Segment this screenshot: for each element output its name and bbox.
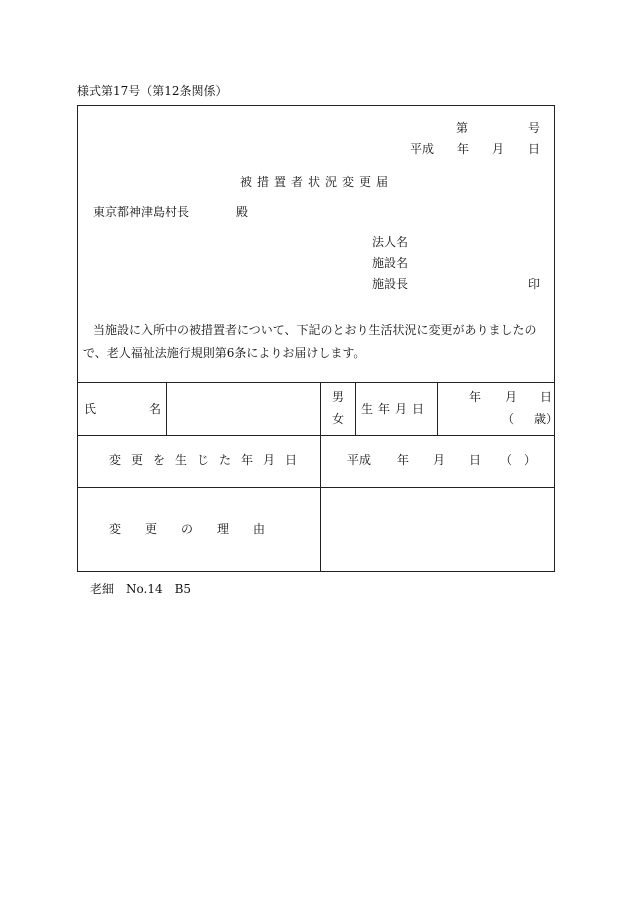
change-month: 月: [433, 453, 446, 467]
age-close: 歳）: [534, 412, 559, 426]
date-year: 年: [457, 142, 470, 156]
birth-month: 月: [505, 390, 518, 404]
name-label-2: 名: [149, 402, 162, 416]
change-day: 日: [469, 453, 482, 467]
seal-label: 印: [528, 277, 541, 291]
change-era: 平成: [347, 453, 372, 467]
sex-female: 女: [332, 412, 345, 426]
date-era: 平成: [410, 142, 435, 156]
corporation-label: 法人名: [372, 235, 409, 249]
birthdate-divider: [437, 382, 438, 435]
director-label: 施設長: [372, 277, 409, 291]
doc-number-suffix: 号: [528, 121, 541, 135]
change-date-label: 変更を生じた年月日: [109, 453, 308, 467]
form-title: 被措置者状況変更届: [240, 175, 394, 189]
addressee: 東京都神津島村長: [93, 205, 190, 219]
table-top-line: [78, 382, 554, 383]
birth-day: 日: [540, 390, 553, 404]
birth-year: 年: [469, 390, 482, 404]
change-year: 年: [397, 453, 410, 467]
name-label-1: 氏: [84, 402, 97, 416]
row-divider-1: [78, 435, 554, 436]
facility-label: 施設名: [372, 256, 409, 270]
birthdate-label: 生年月日: [361, 402, 430, 416]
footer-code: 老細 No.14 B5: [90, 582, 192, 596]
sex-male: 男: [332, 390, 345, 404]
date-day: 日: [528, 142, 541, 156]
date-month: 月: [492, 142, 505, 156]
row-divider-2: [78, 487, 554, 488]
name-value-divider: [320, 382, 321, 572]
form-number: 様式第17号（第12条関係）: [77, 84, 228, 98]
body-text-line1: 当施設に入所中の被措置者について、下記のとおり生活状況に変更がありましたの: [93, 323, 537, 337]
change-paren: （ ）: [500, 453, 537, 467]
age-open: （: [502, 412, 515, 426]
sex-divider: [355, 382, 356, 435]
body-text-line2: で、老人福祉法施行規則第6条によりお届けします。: [83, 346, 366, 360]
name-label-divider: [166, 382, 167, 435]
honorific: 殿: [236, 205, 249, 219]
reason-label: 変更の理由: [109, 522, 290, 536]
doc-number-prefix: 第: [456, 121, 469, 135]
